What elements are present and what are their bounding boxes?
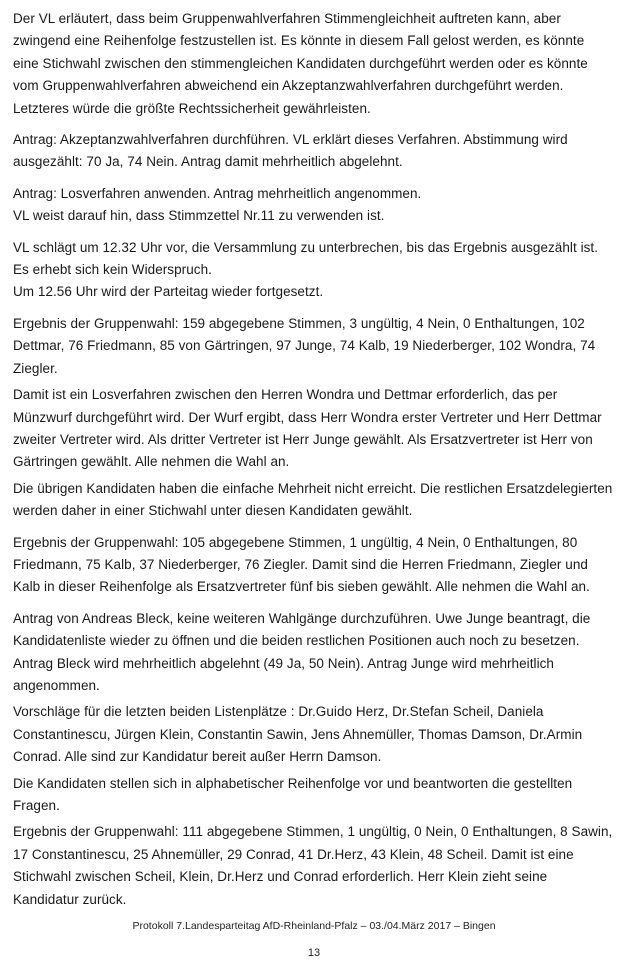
paragraph-akzeptanzwahl-motion: Antrag: Akzeptanzwahlverfahren durchführen. VL erklärt dieses Verfahren. Abstimmung wird ausgezählt: 70 Ja, 74 Nein. Antrag damit mehrheitlich abgelehnt. (13, 132, 568, 170)
paragraph-losverfahren-text: Antrag: Losverfahren anwenden. Antrag mehrheitlich angenommen. VL weist darauf hin, dass Stimmzettel Nr.11 zu verwenden ist. (13, 185, 422, 224)
paragraph-break-notice (13, 237, 613, 304)
paragraph-coin-toss: Damit ist ein Losverfahren zwischen den Herren Wondra und Dettmar erforderlich, das per Münzwurf durchgeführt wird. Der Wurf ergibt, dass Herr Wondra erster Vertreter und Herr Dettmar zweiter Vertreter wird. Als dritter Vertreter ist Herr Junge gewählt. Als Ersatzvertreter ist Herr von Gärtringen gewählt. Alle nehmen die Wahl an. (13, 387, 602, 470)
paragraph-runoff-notice: Die übrigen Kandidaten haben die einfache Mehrheit nicht erreicht. Die restlichen Ersatzdelegierten werden daher in einer Stichwahl unter diesen Kandidaten gewählt. (13, 480, 613, 519)
paragraph-vl-explanation: Der VL erläutert, dass beim Gruppenwahlverfahren Stimmengleichheit auftreten kann, aber zwingend eine Reihenfolge festzustellen ist. Es könnte in diesem Fall gelost werden, es könnte eine Stichwahl zwischen den stimmengleichen Kandidaten durchgeführt werden oder es könnte vom Gruppenwahlverfahren abweichend ein Akzeptanzwahlverfahren durchgeführt werden. Letzteres würde die größte Rechtssicherheit gewährleisten. (13, 11, 588, 116)
paragraph-bleck-motion: Antrag von Andreas Bleck, keine weiteren Wahlgänge durchzuführen. Uwe Junge beantragt, die Kandidatenliste wieder zu öffnen und die beiden restlichen Positionen auch noch zu besetzen. Antrag Bleck wird mehrheitlich abgelehnt (49 Ja, 50 Nein). Antrag Junge wird mehrheitlich angenommen. (13, 610, 591, 693)
page-number: 13 (307, 947, 321, 959)
paragraph-result-1: Ergebnis der Gruppenwahl: 159 abgegebene Stimmen, 3 ungültig, 4 Nein, 0 Enthaltungen, 102 Dettmar, 76 Friedmann, 85 von Gärtringen, 97 Junge, 74 Kalb, 19 Niederberger, 102 Wondra, 74 Ziegler. (13, 315, 596, 376)
document-body (13, 8, 613, 920)
paragraph-result-2: Ergebnis der Gruppenwahl: 105 abgegebene Stimmen, 1 ungültig, 4 Nein, 0 Enthaltungen, 80 Friedmann, 75 Kalb, 37 Niederberger, 76 Ziegler. Damit sind die Herren Friedmann, Ziegler und Kalb in dieser Reihenfolge als Ersatzvertreter fünf bis sieben gewählt. Alle nehmen die Wahl an. (13, 534, 590, 595)
paragraph-candidate-presentations: Die Kandidaten stellen sich in alphabetischer Reihenfolge vor und beantworten die gestellten Fragen. (13, 775, 573, 813)
paragraph-break-text: VL schlägt um 12.32 Uhr vor, die Versammlung zu unterbrechen, bis das Ergebnis ausgezählt ist. Es erhebt sich kein Widerspruch. Um 12.56 Uhr wird der Parteitag wieder fortgesetzt. (13, 239, 599, 300)
paragraph-nominations: Vorschläge für die letzten beiden Listenplätze : Dr.Guido Herz, Dr.Stefan Scheil, Daniela Constantinescu, Jürgen Klein, Constantin Sawin, Jens Ahnemüller, Thomas Damson, Dr.Armin Conrad. Alle sind zur Kandidatur bereit außer Herrn Damson. (13, 704, 583, 765)
footer-title: Protokoll 7.Landesparteitag AfD-Rheinland-Pfalz – 03./04.März 2017 – Bingen (132, 920, 496, 932)
paragraph-losverfahren-motion (13, 183, 613, 228)
paragraph-result-3: Ergebnis der Gruppenwahl: 111 abgegebene Stimmen, 1 ungültig, 0 Nein, 0 Enthaltungen, 8 Sawin, 17 Constantinescu, 25 Ahnemüller, 29 Conrad, 41 Dr.Herz, 43 Klein, 48 Scheil. Damit ist eine Stichwahl zwischen Scheil, Klein, Dr.Herz und Conrad erforderlich. Herr Klein zieht seine Kandidatur zurück. (13, 824, 613, 907)
